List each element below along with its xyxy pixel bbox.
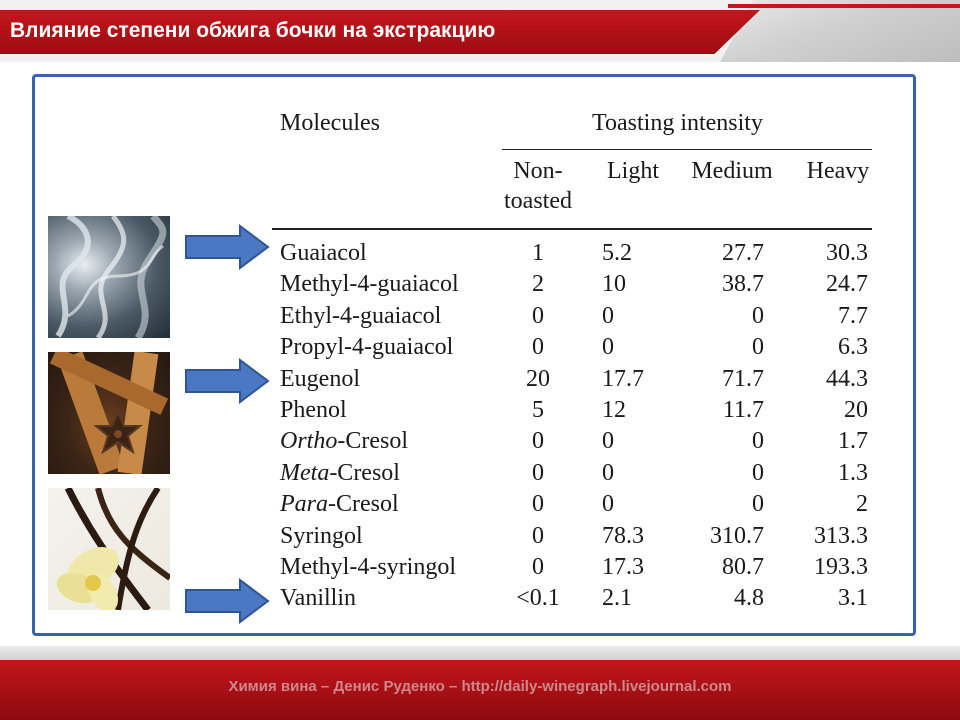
header-light: Light <box>607 158 659 184</box>
value-medium: 0 <box>752 491 764 518</box>
value-light: 0 <box>602 428 614 455</box>
table-row <box>272 460 886 491</box>
value-non-toasted: 5 <box>532 397 544 423</box>
value-medium: 80.7 <box>722 554 764 580</box>
table-row <box>272 303 886 334</box>
header-accent-line <box>728 4 960 8</box>
value-light: 78.3 <box>602 522 644 549</box>
value-light: 5.2 <box>602 240 632 266</box>
molecule-suffix: -Cresol <box>328 491 399 518</box>
value-non-toasted: 0 <box>532 334 544 361</box>
molecule-name <box>280 428 408 455</box>
value-heavy: 20 <box>844 397 868 423</box>
table-row <box>272 523 886 554</box>
table-row <box>272 397 886 428</box>
value-light: 17.3 <box>602 554 644 580</box>
value-heavy: 313.3 <box>814 522 868 549</box>
molecule-name: Ethyl-4-guaiacol <box>280 302 442 329</box>
value-non-toasted: <0.1 <box>516 585 560 612</box>
value-medium: 38.7 <box>722 271 764 298</box>
arrow-right-icon <box>184 578 270 624</box>
table-row <box>272 554 886 585</box>
value-light: 2.1 <box>602 585 632 612</box>
value-heavy: 193.3 <box>814 554 868 580</box>
value-medium: 0 <box>752 459 764 486</box>
table-row <box>272 585 886 616</box>
slide-title: Влияние степени обжига бочки на экстракцию <box>10 19 496 42</box>
table-row <box>272 271 886 302</box>
header-non-toasted <box>498 156 578 216</box>
value-medium: 71.7 <box>722 365 764 392</box>
header-molecules: Molecules <box>280 110 380 136</box>
value-light: 0 <box>602 334 614 361</box>
value-heavy: 1.7 <box>838 428 868 455</box>
table-row <box>272 240 886 271</box>
value-medium: 4.8 <box>734 585 764 612</box>
molecule-name: Syringol <box>280 522 363 549</box>
header-decoration <box>720 0 960 62</box>
value-medium: 310.7 <box>710 522 764 549</box>
value-heavy: 24.7 <box>826 271 868 298</box>
value-heavy: 44.3 <box>826 365 868 392</box>
header-non-toasted-line1: Non- <box>513 158 563 184</box>
slide-header <box>0 0 960 62</box>
molecule-name: Propyl-4-guaiacol <box>280 334 454 361</box>
value-non-toasted: 2 <box>532 271 544 298</box>
group-rule <box>502 149 872 150</box>
header-toasting-intensity: Toasting intensity <box>592 110 763 136</box>
value-non-toasted: 0 <box>532 522 544 549</box>
molecule-name: Vanillin <box>280 585 356 612</box>
value-heavy: 1.3 <box>838 459 868 486</box>
value-non-toasted: 0 <box>532 302 544 329</box>
molecule-prefix: Meta <box>280 459 330 486</box>
value-heavy: 30.3 <box>826 240 868 266</box>
molecule-name: Phenol <box>280 397 347 423</box>
value-light: 10 <box>602 271 626 298</box>
molecule-prefix: Ortho <box>280 428 338 455</box>
molecule-suffix: -Cresol <box>329 459 400 486</box>
footer-credit: Химия вина – Денис Руденко – http://daily-winegraph.livejournal.com <box>228 678 732 695</box>
smoke-image <box>48 216 170 338</box>
value-heavy: 7.7 <box>838 302 868 329</box>
vanilla-orchid-image <box>48 488 170 610</box>
molecule-name <box>280 491 399 518</box>
molecule-name: Guaiacol <box>280 240 367 266</box>
value-light: 17.7 <box>602 365 644 392</box>
value-heavy: 3.1 <box>838 585 868 612</box>
value-non-toasted: 0 <box>532 491 544 518</box>
molecule-name: Methyl-4-syringol <box>280 554 456 580</box>
table-row <box>272 334 886 365</box>
header-rule <box>272 228 872 230</box>
value-light: 12 <box>602 397 626 423</box>
value-non-toasted: 0 <box>532 428 544 455</box>
molecule-suffix: -Cresol <box>337 428 408 455</box>
value-medium: 11.7 <box>722 397 764 423</box>
value-heavy: 6.3 <box>838 334 868 361</box>
value-medium: 0 <box>752 334 764 361</box>
header-heavy: Heavy <box>806 158 870 184</box>
arrow-right-icon <box>184 224 270 270</box>
molecule-name: Eugenol <box>280 365 360 392</box>
header-medium: Medium <box>691 158 773 184</box>
molecule-name <box>280 460 400 487</box>
arrow-right-icon <box>184 358 270 404</box>
table-row <box>272 366 886 397</box>
molecule-name: Methyl-4-guaiacol <box>280 271 459 298</box>
value-medium: 27.7 <box>722 240 764 266</box>
molecule-prefix: Para <box>280 491 328 518</box>
value-light: 0 <box>602 302 614 329</box>
value-light: 0 <box>602 459 614 486</box>
table-row <box>272 428 886 459</box>
value-light: 0 <box>602 491 614 518</box>
header-non-toasted-line2: toasted <box>504 188 572 214</box>
value-medium: 0 <box>752 428 764 455</box>
value-heavy: 2 <box>856 491 868 518</box>
footer-decoration <box>0 646 960 660</box>
value-non-toasted: 20 <box>526 365 550 392</box>
spices-image <box>48 352 170 474</box>
value-non-toasted: 1 <box>532 240 544 266</box>
value-non-toasted: 0 <box>532 459 544 486</box>
table-row <box>272 491 886 522</box>
value-non-toasted: 0 <box>532 554 544 580</box>
value-medium: 0 <box>752 302 764 329</box>
